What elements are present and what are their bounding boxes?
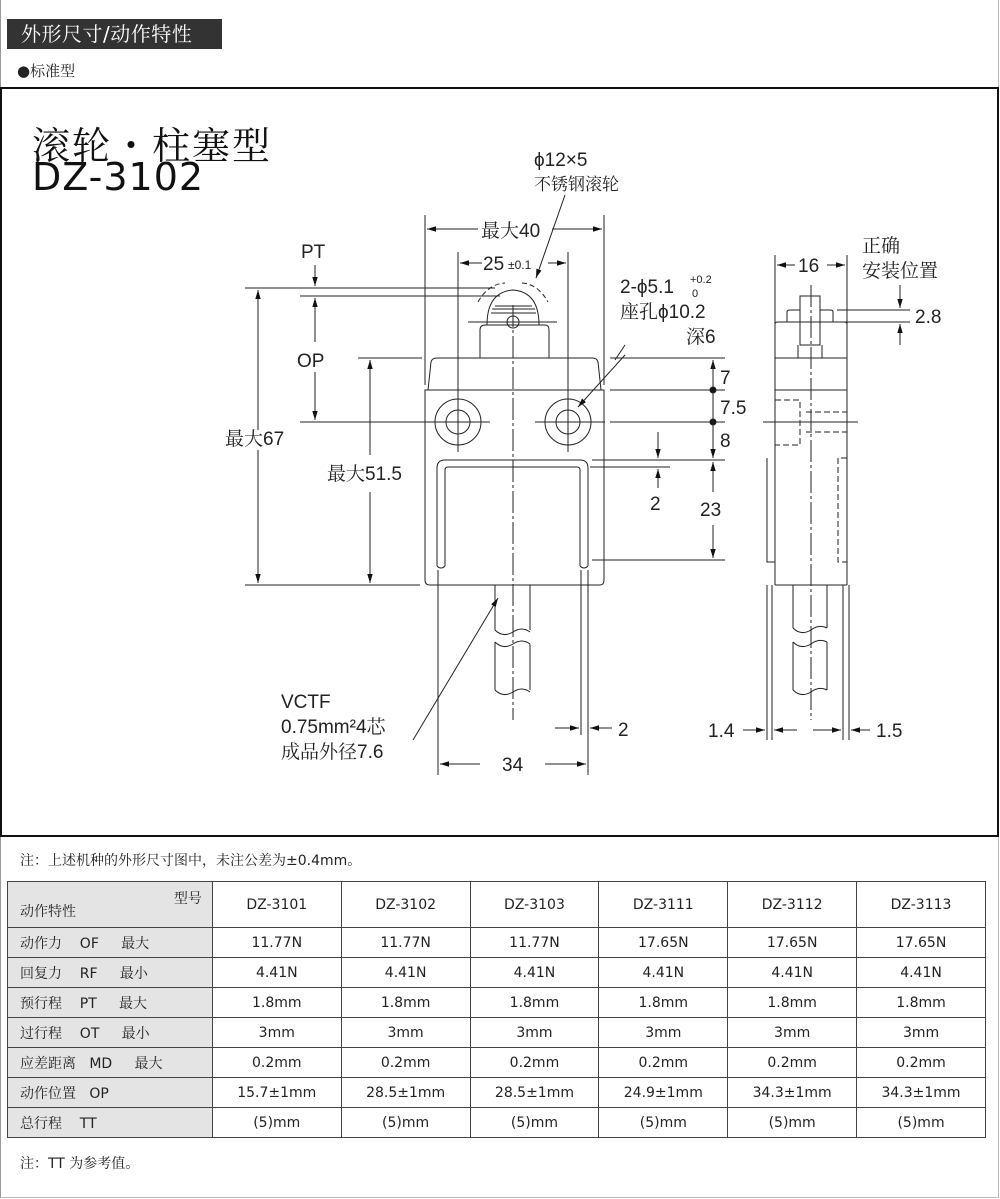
table-cell: 0.2mm — [470, 1048, 599, 1078]
table-cell: 4.41N — [857, 958, 986, 988]
row-label: 动作力 OF 最大 — [8, 928, 213, 958]
max-body-label: 最大51.5 — [327, 464, 402, 485]
hole-spec-label: 2-ϕ5.1 — [620, 277, 674, 298]
table-cell: 3mm — [341, 1018, 470, 1048]
table-cell: 4.41N — [470, 958, 599, 988]
actuator-housing — [480, 325, 549, 358]
table-cell: 11.77N — [341, 928, 470, 958]
table-cell: 3mm — [857, 1018, 986, 1048]
dim-7-label: 7 — [720, 368, 731, 389]
dim-2-8-label: 2.8 — [915, 307, 942, 328]
cable-spec-label: 0.75mm²4芯 — [281, 717, 386, 738]
table-cell: 17.65N — [857, 928, 986, 958]
drawing-title: 滚轮・柱塞型 — [32, 124, 273, 168]
correct-mount-label-1: 正确 — [862, 236, 901, 257]
op-label: OP — [297, 351, 325, 372]
side-width-label: 16 — [798, 256, 820, 277]
depth-label: 深6 — [686, 327, 716, 348]
hole-pitch-tolerance: ±0.1 — [508, 258, 532, 272]
dim-2-vertical-label: 2 — [650, 494, 661, 515]
roller-spec-label: ϕ12×5 — [534, 150, 588, 171]
table-cell: 4.41N — [599, 958, 728, 988]
row-label: 过行程 OT 最小 — [8, 1018, 213, 1048]
table-cell: (5)mm — [728, 1108, 857, 1138]
table-cell: 0.2mm — [728, 1048, 857, 1078]
hole-pitch-label: 25 — [483, 254, 505, 275]
table-row — [8, 958, 986, 988]
corner-model-label: 型号 — [173, 891, 202, 907]
table-row — [8, 1078, 986, 1108]
table-cell: 0.2mm — [599, 1048, 728, 1078]
hole-tol-upper: +0.2 — [690, 274, 712, 286]
dim-8-label: 8 — [720, 431, 731, 452]
table-cell: 11.77N — [470, 928, 599, 958]
table-corner-cell — [8, 882, 213, 928]
table-cell: (5)mm — [857, 1108, 986, 1138]
switch-body — [425, 390, 604, 585]
operating-characteristics-table — [7, 881, 986, 1138]
dim-34-label: 34 — [502, 755, 524, 776]
table-cell: 17.65N — [728, 928, 857, 958]
table-header-row — [8, 882, 986, 928]
table-cell: 0.2mm — [341, 1048, 470, 1078]
table-cell: 11.77N — [212, 928, 341, 958]
row-label: 预行程 PT 最大 — [8, 988, 213, 1018]
tt-reference-note: 注：TT 为参考值。 — [20, 1156, 140, 1172]
table-cell: 3mm — [599, 1018, 728, 1048]
table-cell: 17.65N — [599, 928, 728, 958]
table-cell: 24.9±1mm — [599, 1078, 728, 1108]
model-header: DZ-3101 — [212, 882, 341, 928]
table-cell: 3mm — [212, 1018, 341, 1048]
row-label: 总行程 TT — [8, 1108, 213, 1138]
table-cell: 15.7±1mm — [212, 1078, 341, 1108]
tolerance-note: 注：上述机种的外形尺寸图中，未注公差为±0.4mm。 — [20, 853, 362, 869]
table-cell: 28.5±1mm — [341, 1078, 470, 1108]
table-cell: 3mm — [470, 1018, 599, 1048]
model-header: DZ-3112 — [728, 882, 857, 928]
table-row — [8, 1018, 986, 1048]
table-row — [8, 988, 986, 1018]
table-row — [8, 928, 986, 958]
table-cell: 1.8mm — [857, 988, 986, 1018]
model-header: DZ-3103 — [470, 882, 599, 928]
dim-1-4-label: 1.4 — [708, 721, 735, 742]
table-cell: 1.8mm — [728, 988, 857, 1018]
table-cell: 4.41N — [212, 958, 341, 988]
table-cell: (5)mm — [212, 1108, 341, 1138]
table-row — [8, 1108, 986, 1138]
table-cell: 28.5±1mm — [470, 1078, 599, 1108]
dim-7-5-label: 7.5 — [720, 398, 747, 419]
row-label: 回复力 RF 最小 — [8, 958, 213, 988]
row-label: 应差距离 MD 最大 — [8, 1048, 213, 1078]
counterbore-label: 座孔ϕ10.2 — [620, 302, 706, 323]
roller-material-label: 不锈钢滚轮 — [534, 175, 619, 194]
table-cell: 0.2mm — [857, 1048, 986, 1078]
model-header: DZ-3113 — [857, 882, 986, 928]
table-cell: 4.41N — [728, 958, 857, 988]
technical-drawing-svg — [0, 87, 1000, 839]
dim-2-horizontal-label: 2 — [618, 720, 629, 741]
dimension-drawing — [0, 87, 999, 837]
table-cell: 4.41N — [341, 958, 470, 988]
table-cell: 1.8mm — [212, 988, 341, 1018]
hole-tol-lower: 0 — [692, 288, 699, 300]
table-cell: 1.8mm — [341, 988, 470, 1018]
table-cell: 34.3±1mm — [728, 1078, 857, 1108]
dim-23-label: 23 — [700, 500, 722, 521]
table-cell: 1.8mm — [470, 988, 599, 1018]
max-width-label: 最大40 — [481, 221, 541, 242]
row-label: 动作位置 OP — [8, 1078, 213, 1108]
table-cell: 1.8mm — [599, 988, 728, 1018]
section-title: 外形尺寸/动作特性 — [7, 19, 222, 49]
corner-characteristics-label: 动作特性 — [20, 904, 76, 920]
cable-type-label: VCTF — [281, 692, 331, 713]
correct-mount-label-2: 安装位置 — [862, 261, 939, 282]
table-cell: (5)mm — [341, 1108, 470, 1138]
pt-label: PT — [301, 242, 326, 263]
model-header: DZ-3111 — [599, 882, 728, 928]
table-cell: 0.2mm — [212, 1048, 341, 1078]
cable-od-label: 成品外径7.6 — [281, 742, 384, 763]
sub-label-standard-type: ●标准型 — [17, 62, 76, 80]
drawing-model: DZ-3102 — [32, 155, 205, 199]
table-cell: 34.3±1mm — [857, 1078, 986, 1108]
table-cell: (5)mm — [470, 1108, 599, 1138]
max-height-label: 最大67 — [225, 429, 285, 450]
dim-1-5-label: 1.5 — [876, 721, 903, 742]
model-header: DZ-3102 — [341, 882, 470, 928]
table-cell: (5)mm — [599, 1108, 728, 1138]
table-cell: 3mm — [728, 1018, 857, 1048]
table-row — [8, 1048, 986, 1078]
